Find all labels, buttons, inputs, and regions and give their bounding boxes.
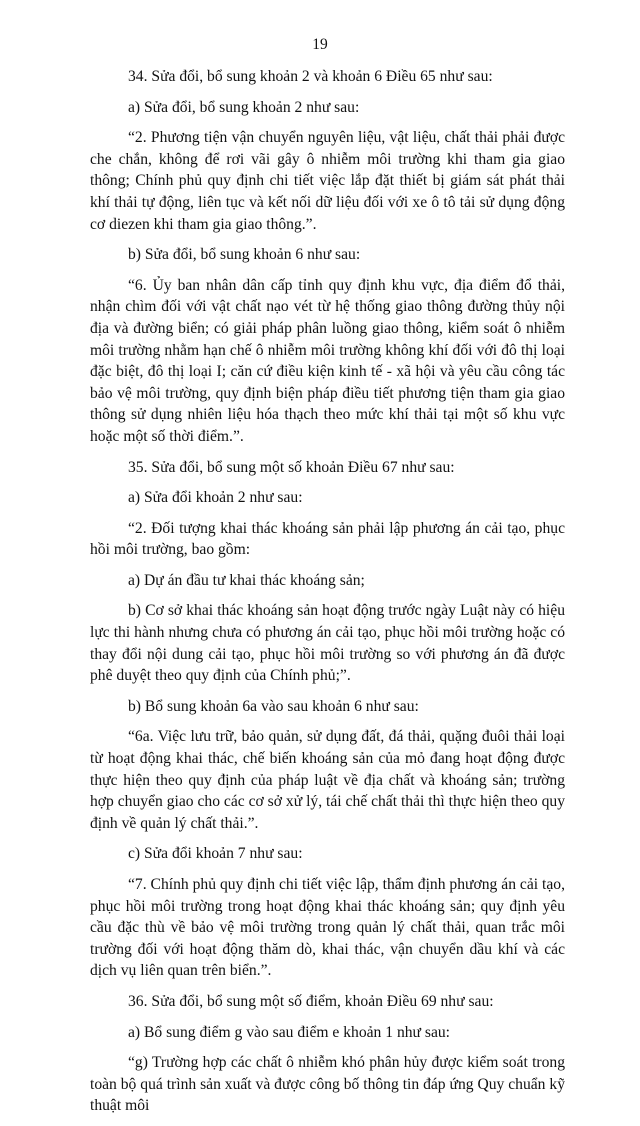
document-body — [90, 66, 565, 1126]
paragraph: “6. Ủy ban nhân dân cấp tỉnh quy định khu vực, địa điểm đổ thải, nhận chìm đối với vật chất nạo vét từ hệ thống giao thông đường thủy nội địa và đường biển; có giải pháp phân luồng giao thông, kiểm soát ô nhiễm môi trường nhằm hạn chế ô nhiễm môi trường không khí đối với đô thị loại đặc biệt, đô thị loại I; căn cứ điều kiện kinh tế - xã hội và yêu cầu công tác bảo vệ môi trường, quy định biện pháp điều tiết phương tiện tham gia giao thông sử dụng nhiên liệu hóa thạch theo mức khí thải tại một số khu vực hoặc một số thời điểm.”. — [90, 276, 565, 445]
paragraph: a) Dự án đầu tư khai thác khoáng sản; — [128, 571, 365, 589]
paragraph: “6a. Việc lưu trữ, bảo quản, sử dụng đất, đá thải, quặng đuôi thải loại từ hoạt động khai thác, chế biến khoáng sản của mỏ đang hoạt động được thực hiện theo quy định của pháp luật về địa chất và khoáng sản; trường hợp chuyển giao cho các cơ sở xử lý, tái chế chất thải thì thực hiện theo quy định về quản lý chất thải.”. — [90, 728, 565, 832]
paragraph: a) Sửa đổi, bổ sung khoản 2 như sau: — [128, 98, 360, 116]
paragraph: c) Sửa đổi khoản 7 như sau: — [128, 845, 303, 863]
page-number: 19 — [312, 36, 328, 53]
paragraph: a) Bổ sung điểm g vào sau điểm e khoản 1 như sau: — [128, 1023, 451, 1041]
paragraph: 36. Sửa đổi, bổ sung một số điểm, khoản Điều 69 như sau: — [128, 992, 494, 1010]
paragraph: “7. Chính phủ quy định chi tiết việc lập, thẩm định phương án cải tạo, phục hồi môi trường trong hoạt động khai thác khoáng sản; quy định yêu cầu đặc thù về bảo vệ môi trường trong quản lý chất thải, quan trắc môi trường đối với hoạt động thăm dò, khai thác, vận chuyển dầu khí và các dịch vụ liên quan trên biển.”. — [90, 876, 565, 980]
paragraph: “2. Phương tiện vận chuyển nguyên liệu, vật liệu, chất thải phải được che chắn, không để rơi vãi gây ô nhiễm môi trường khi tham gia giao thông; Chính phủ quy định chi tiết việc lắp đặt thiết bị giám sát phát thải khí thải tự động, liên tục và kết nối dữ liệu đối với xe ô tô tải sử dụng động cơ diezen khi tham gia giao thông.”. — [90, 129, 565, 233]
paragraph: “g) Trường hợp các chất ô nhiễm khó phân hủy được kiểm soát trong toàn bộ quá trình sản xuất và được công bố thông tin đáp ứng Quy chuẩn kỹ thuật môi — [90, 1054, 565, 1115]
paragraph: b) Bổ sung khoản 6a vào sau khoản 6 như sau: — [128, 697, 419, 715]
paragraph: 34. Sửa đổi, bổ sung khoản 2 và khoản 6 Điều 65 như sau: — [128, 68, 493, 85]
paragraph: b) Sửa đổi, bổ sung khoản 6 như sau: — [128, 246, 361, 264]
paragraph: a) Sửa đổi khoản 2 như sau: — [128, 489, 303, 507]
paragraph: b) Cơ sở khai thác khoáng sản hoạt động trước ngày Luật này có hiệu lực thi hành nhưng chưa có phương án cải tạo, phục hồi môi trường hoặc có thay đổi nội dung cải tạo, phục hồi môi trường so với phương án đã được phê duyệt theo quy định của Chính phủ;”. — [90, 602, 565, 685]
paragraph: 35. Sửa đổi, bổ sung một số khoản Điều 67 như sau: — [128, 458, 455, 476]
paragraph: “2. Đối tượng khai thác khoáng sản phải lập phương án cải tạo, phục hồi môi trường, bao gồm: — [90, 519, 565, 559]
